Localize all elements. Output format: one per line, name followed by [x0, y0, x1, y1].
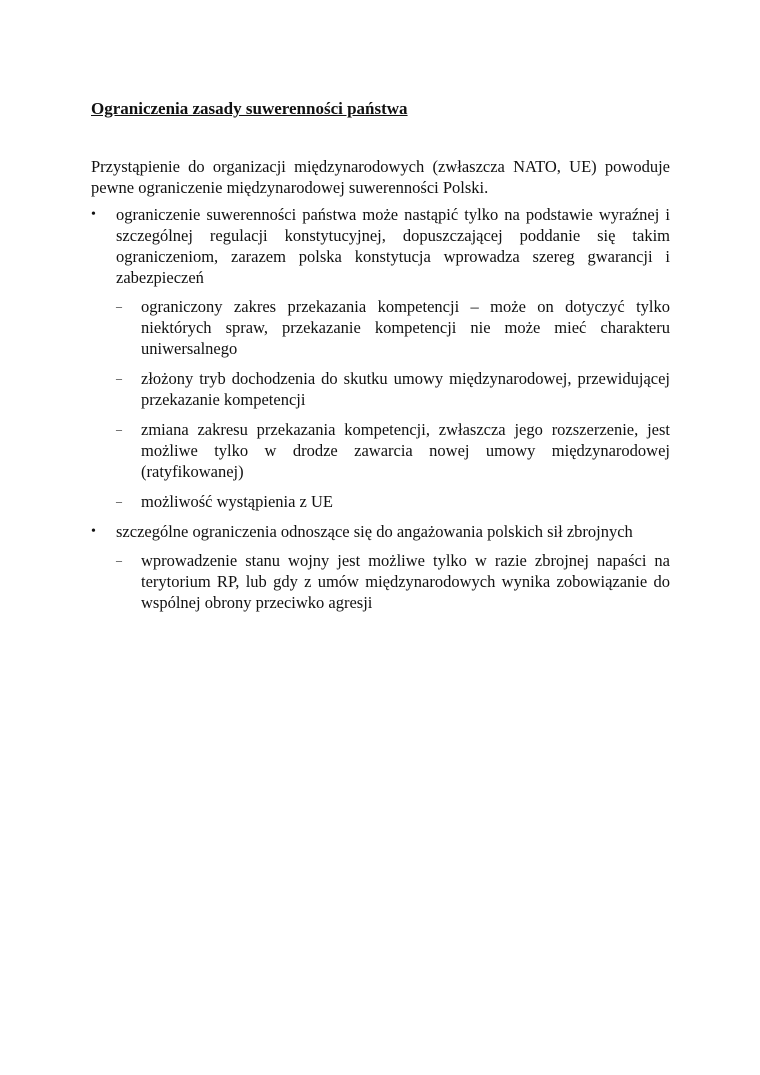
bullet-icon: • — [91, 524, 96, 539]
sub-item-text: zmiana zakresu przekazania kompetencji, zwłaszcza jego rozszerzenie, jest możliwe tylko w drodze zawarcia nowej umowy międzynarodowej (ratyfikowanej) — [141, 420, 670, 481]
sub-item — [116, 550, 670, 613]
sub-item-text: ograniczony zakres przekazania kompetencji – może on dotyczyć tylko niektórych spraw, przekazanie kompetencji nie może mieć charakteru uniwersalnego — [141, 297, 670, 358]
main-bullet-list — [91, 204, 670, 613]
sub-item — [116, 368, 670, 410]
document-title: Ograniczenia zasady suwerenności państwa — [91, 99, 408, 118]
bullet-text: szczególne ograniczenia odnoszące się do angażowania polskich sił zbrojnych — [116, 522, 633, 541]
sub-item-text: złożony tryb dochodzenia do skutku umowy międzynarodowej, przewidującej przekazanie kompetencji — [141, 369, 670, 409]
dash-icon: – — [116, 299, 122, 313]
sub-list-2 — [116, 550, 670, 613]
sub-item — [116, 296, 670, 359]
sub-list-1 — [116, 296, 670, 512]
dash-icon: – — [116, 494, 122, 508]
sub-item — [116, 419, 670, 482]
sub-item-text: możliwość wystąpienia z UE — [141, 492, 333, 511]
bullet-item-2 — [91, 521, 670, 613]
bullet-icon: • — [91, 207, 96, 222]
intro-paragraph: Przystąpienie do organizacji międzynarodowych (zwłaszcza NATO, UE) powoduje pewne ograniczenie międzynarodowej suwerenności Polski. — [91, 157, 670, 197]
sub-item-text: wprowadzenie stanu wojny jest możliwe tylko w razie zbrojnej napaści na terytorium RP, lub gdy z umów międzynarodowych wynika zobowiązanie do wspólnej obrony przeciwko agresji — [141, 551, 670, 612]
dash-icon: – — [116, 553, 122, 567]
sub-item — [116, 491, 670, 512]
bullet-item-1 — [91, 204, 670, 512]
bullet-text: ograniczenie suwerenności państwa może nastąpić tylko na podstawie wyraźnej i szczególnej regulacji konstytucyjnej, dopuszczającej poddanie się takim ograniczeniom, zarazem polska konstytucja wprowadza szereg gwarancji i zabezpieczeń — [116, 205, 670, 287]
dash-icon: – — [116, 371, 122, 385]
dash-icon: – — [116, 422, 122, 436]
